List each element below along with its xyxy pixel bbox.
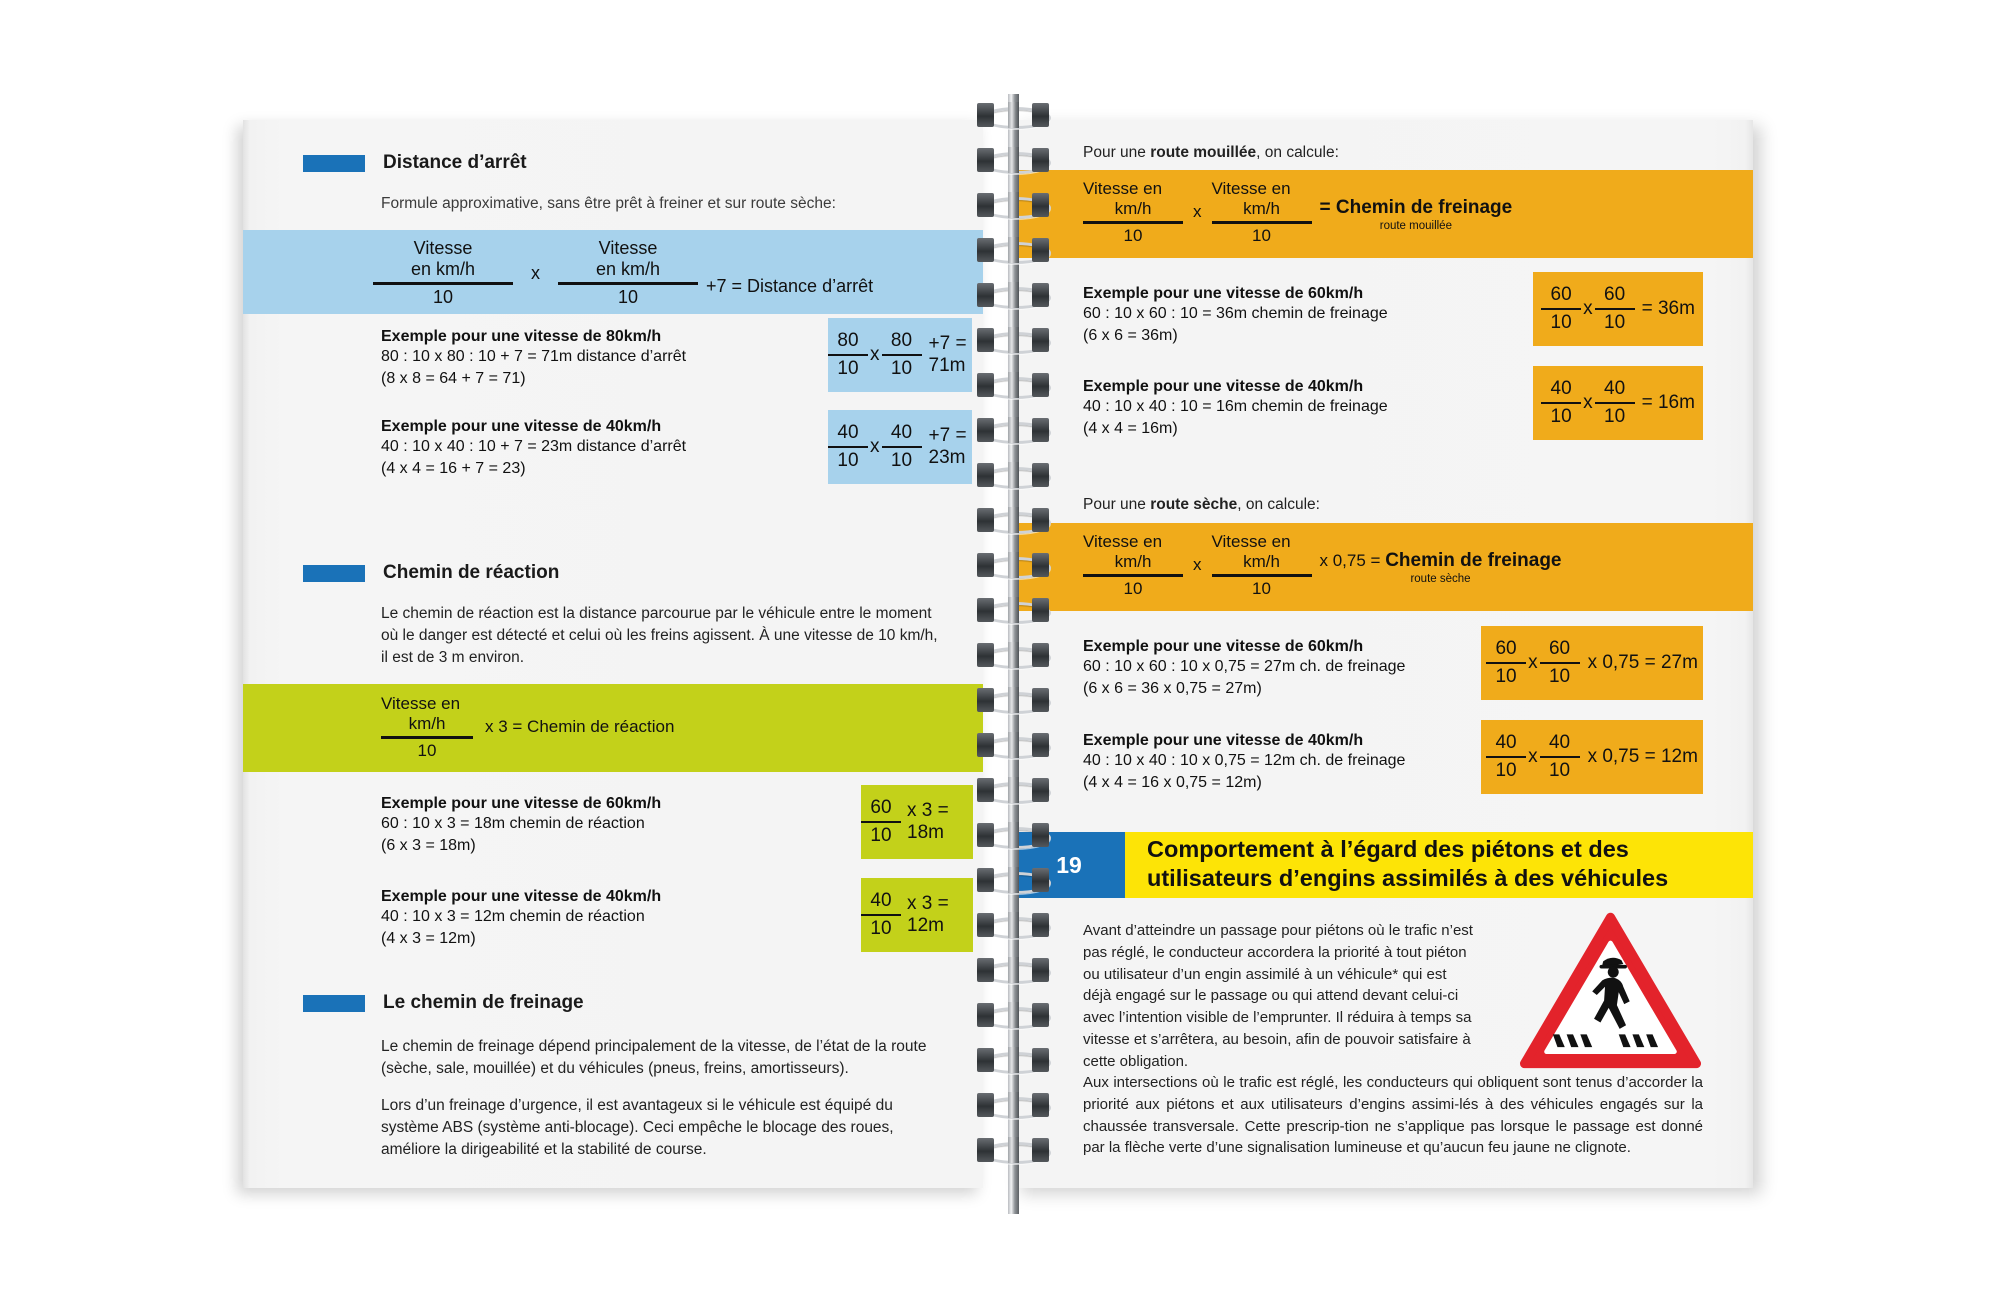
pedestrian-crossing-warning-sign-icon	[1518, 910, 1703, 1070]
wet-road-lead: Pour une route mouillée, on calcule:	[1083, 144, 1339, 161]
dry-example-2-card: $\frac{40}{10}$ x $\frac{40}{10}$ x 0,75 = 12m	[1481, 720, 1703, 794]
stopping-distance-heading: Distance d’arrêt	[303, 152, 923, 174]
spiral-ring	[977, 777, 1049, 803]
reaction-fraction: Vitesse en km/h 10	[381, 694, 473, 761]
reaction-example-1-card: $\frac{60}{10}$ x 3 = 18m	[861, 785, 973, 859]
spiral-ring	[977, 147, 1049, 173]
left-page	[243, 120, 983, 1188]
spiral-ring	[977, 687, 1049, 713]
spiral-ring	[977, 282, 1049, 308]
spiral-ring	[977, 507, 1049, 533]
spiral-ring	[977, 1092, 1049, 1118]
right-page	[1013, 120, 1753, 1188]
braking-path-para-2: Lors d’un freinage d’urgence, il est avantageux si le véhicule est équipé du système ABS (système anti-blocage). Ceci empêche le blocage des roues, améliore la dirigeabilité et la stabilité de course.	[381, 1097, 894, 1158]
stopping-example-1: Exemple pour une vitesse de 80km/h 80 : 10 x 80 : 10 + 7 = 71m distance d’arrêt (8 x 8 = 64 + 7 = 71)	[381, 328, 687, 387]
formula-fraction-2: Vitesse en km/h 10	[558, 238, 698, 308]
wet-formula-operator: x	[1193, 202, 1202, 221]
wet-formula-caption: route mouillée	[1379, 220, 1452, 232]
spiral-ring	[977, 417, 1049, 443]
blue-tab-icon	[303, 565, 365, 582]
dry-road-formula-band	[1013, 523, 1753, 611]
wet-road-formula-band	[1013, 170, 1753, 258]
spiral-ring	[977, 237, 1049, 263]
wet-fraction-2: Vitesse en km/h 10	[1212, 179, 1312, 246]
blue-tab-icon	[303, 155, 365, 172]
dry-example-1: Exemple pour une vitesse de 60km/h 60 : 10 x 60 : 10 x 0,75 = 27m ch. de freinage (6 x 6 = 36 x 0,75 = 27m)	[1083, 638, 1406, 697]
formula-tail: +7 = Distance d’arrêt	[706, 275, 874, 296]
formula-operator: x	[531, 262, 540, 283]
formula-fraction-1: Vitesse en km/h 10	[373, 238, 513, 308]
wet-example-2-card: $\frac{40}{10}$ x $\frac{40}{10}$ = 16m	[1533, 366, 1703, 440]
spiral-ring	[977, 372, 1049, 398]
dry-example-2: Exemple pour une vitesse de 40km/h 40 : 10 x 40 : 10 x 0,75 = 12m ch. de freinage (4 x 4 = 16 x 0,75 = 12m)	[1083, 732, 1406, 791]
spiral-ring	[977, 957, 1049, 983]
stopping-distance-formula-band	[243, 230, 983, 314]
wet-fraction-1: Vitesse en km/h 10	[1083, 179, 1183, 246]
section-19-title: Comportement à l’égard des piétons et des utilisateurs d’engins assimilés à des véhicules	[1125, 832, 1753, 898]
reaction-example-2-card: $\frac{40}{10}$ x 3 = 12m	[861, 878, 973, 952]
braking-path-heading: Le chemin de freinage	[303, 992, 923, 1014]
pedestrian-crossing-warning-sign	[1518, 910, 1703, 1070]
reaction-example-2: Exemple pour une vitesse de 40km/h 40 : 10 x 3 = 12m chemin de réaction (4 x 3 = 12m)	[381, 888, 662, 947]
reaction-example-1: Exemple pour une vitesse de 60km/h 60 : 10 x 3 = 18m chemin de réaction (6 x 3 = 18m)	[381, 795, 662, 854]
spiral-ring	[977, 462, 1049, 488]
spiral-ring	[977, 597, 1049, 623]
stopping-distance-intro: Formule approximative, sans être prêt à freiner et sur route sèche:	[381, 195, 836, 212]
spiral-ring	[977, 822, 1049, 848]
wet-example-2: Exemple pour une vitesse de 40km/h 40 : 10 x 40 : 10 = 16m chemin de freinage (4 x 4 = 16m)	[1083, 378, 1388, 437]
section-19-header	[1013, 832, 1753, 898]
dry-formula-multiplier: x 0,75 =	[1319, 551, 1386, 570]
wet-example-1-card: $\frac{60}{10}$ x $\frac{60}{10}$ = 36m	[1533, 272, 1703, 346]
reaction-formula-tail: x 3 = Chemin de réaction	[485, 717, 675, 736]
dry-formula-operator: x	[1193, 555, 1202, 574]
spiral-ring	[977, 192, 1049, 218]
section-19-number: 19	[1013, 832, 1125, 898]
spiral-ring	[977, 102, 1049, 128]
stopping-example-2: Exemple pour une vitesse de 40km/h 40 : 10 x 40 : 10 + 7 = 23m distance d’arrêt (4 x 4 = 16 + 7 = 23)	[381, 418, 687, 477]
section-19-para-1: Avant d’atteindre un passage pour piétons où le trafic n’est pas réglé, le conducteur accordera la priorité à tout piéton ou utilisateur d’un engin assimilé à un véhicule* qui est déjà engagé sur le passage ou qui attend devant celui-ci avec l’intention visible de l’emprunter. Il réduira à temps sa vitesse et s’arrêtera, au besoin, afin de pouvoir satisfaire à cette obligation.	[1083, 922, 1473, 1070]
dry-formula-tail: Chemin de freinage	[1385, 550, 1562, 571]
blue-tab-icon	[303, 995, 365, 1012]
dry-example-1-card: $\frac{60}{10}$ x $\frac{60}{10}$ x 0,75 = 27m	[1481, 626, 1703, 700]
spiral-ring	[977, 327, 1049, 353]
notebook	[243, 120, 1753, 1188]
reaction-path-heading: Chemin de réaction	[303, 562, 923, 584]
reaction-path-body: Le chemin de réaction est la distance parcourue par le véhicule entre le moment où le danger est détecté et celui où les freins agissent. À une vitesse de 10 km/h, il est de 3 m environ.	[381, 605, 938, 666]
braking-path-heading-row	[303, 992, 923, 1014]
dry-fraction-1: Vitesse en km/h 10	[1083, 532, 1183, 599]
spiral-ring	[977, 1137, 1049, 1163]
reaction-path-formula-band	[243, 684, 983, 772]
spiral-ring	[977, 1047, 1049, 1073]
spiral-ring	[977, 912, 1049, 938]
spiral-ring	[977, 1002, 1049, 1028]
spiral-ring	[977, 552, 1049, 578]
spiral-ring	[977, 867, 1049, 893]
stopping-example-2-card: $\frac{40}{10}$ x $\frac{40}{10}$ +7 = 23m	[828, 410, 972, 484]
dry-road-lead: Pour une route sèche, on calcule:	[1083, 496, 1320, 513]
wet-formula-tail: = Chemin de freinage	[1319, 197, 1513, 218]
spiral-ring	[977, 642, 1049, 668]
stopping-example-1-card: $\frac{80}{10}$ x $\frac{80}{10}$ +7 = 71m	[828, 318, 972, 392]
braking-path-para-1: Le chemin de freinage dépend principalement de la vitesse, de l’état de la route (sèche, sale, mouillée) et du véhicules (pneus, freins, amortisseurs).	[381, 1038, 927, 1077]
dry-fraction-2: Vitesse en km/h 10	[1212, 532, 1312, 599]
dry-formula-caption: route sèche	[1410, 573, 1471, 585]
section-19-para-2: Aux intersections où le trafic est réglé, les conducteurs qui obliquent sont tenus d’accorder la priorité aux piétons et aux utilisateurs d’engins assimi-lés à des véhicules engagés sur la chaussée transversale. Cette prescrip-tion ne s’applique pas lorsque le passage est donné par la flèche verte d’une signalisation lumineuse et qu’aucun feu jaune ne clignote.	[1083, 1074, 1703, 1157]
spiral-binding	[977, 94, 1049, 1214]
stopping-distance-heading-row	[303, 152, 923, 174]
reaction-path-heading-row	[303, 562, 923, 584]
spiral-ring	[977, 732, 1049, 758]
wet-example-1: Exemple pour une vitesse de 60km/h 60 : 10 x 60 : 10 = 36m chemin de freinage (6 x 6 = 36m)	[1083, 285, 1388, 344]
